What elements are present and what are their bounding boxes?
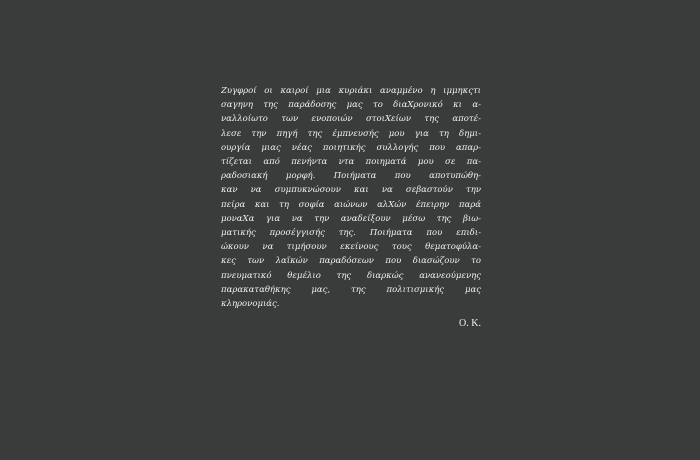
paragraph-line: παρακαταθήκης μας, της πολιτισμικής μας xyxy=(221,284,481,295)
paragraph-line: ραδοσιακή μορφή. Ποιήματα που αποτυπώθη- xyxy=(221,171,481,182)
paragraph-line: ώκουν να τιμήσουν εκείνους τους θεματοφύλα- xyxy=(221,242,481,253)
paragraph-line: κληρονομιάς. xyxy=(221,299,280,310)
paragraph-line: καν να συμπυκνώσουν και να σεβαστούν την xyxy=(221,185,481,196)
paragraph-line: μοναΧα για να την αναδείξουν μέσω της βιω- xyxy=(221,213,481,224)
paragraph-line: σαγηνη της παράδοσης μας το διαΧρονικό κι α- xyxy=(221,100,481,111)
author-initials: Ο. Κ. xyxy=(459,318,481,329)
paragraph-line: ουργία μιας νέας ποιητικής συλλογής που απαρ- xyxy=(221,142,481,153)
paragraph-line: πείρα και τη σοφία αιώνων αλΧών έπειρην παρά xyxy=(221,199,481,210)
paragraph-line: ματικής προσέγγισής της. Ποιήματα που επιδι- xyxy=(221,228,481,239)
paragraph-line: τίζεται από πενήντα ντα ποιηματά μου σε πα- xyxy=(221,157,481,168)
preface-paragraph xyxy=(221,84,481,311)
paragraph-line: πνευματικό θεμέλιο της διαρκώς ανανεούμενης xyxy=(221,270,481,281)
paragraph-line: Ζυγφροί οι καιροί μια κυριάκι αναμμένο η ιμμηκςτι xyxy=(221,86,481,96)
paragraph-line: ναλλοίωτο των ενοποιών στοιΧείων της αποτέ- xyxy=(221,114,481,125)
paragraph-line: κες των λαϊκών παραδόσεων που διασώζουν το xyxy=(221,256,481,267)
paragraph-line: λεσε την πηγή της έμπνευσής μου για τη δημι- xyxy=(221,128,481,139)
